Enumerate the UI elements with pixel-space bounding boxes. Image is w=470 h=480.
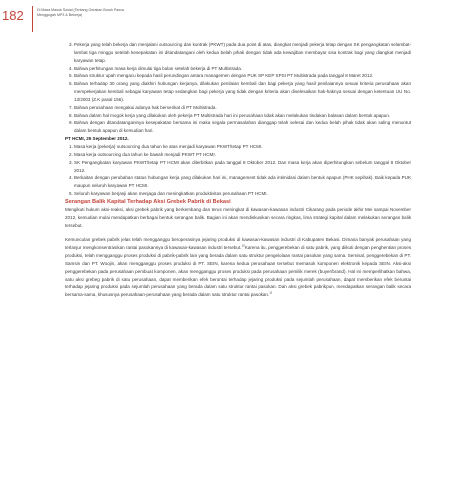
- hcmi-heading: PT HCMI, 25 September 2012.: [65, 136, 129, 142]
- list-item: 4. Bahwa perhitungan masa kerja dimulai tiga bulan setelah bekerja di PT Multistrada.: [74, 65, 411, 73]
- page-number: 182: [2, 8, 24, 23]
- paragraph-text: Karena itu, penggerebekan di satu pabrik, yang diikuti dengan penghentian proses produksi, telah mengganggu proses produksi di pabrik-pabrik lain yang berada dalam satu struktur pengelolaan rantai pasokan yang sama. Semisal, penggerebekan di PT. Samsin dan PT. Woojin, akan mengganggu proses produksi di PT. SEIN, karena kedua perusahaan tersebut memasok komponen elektronik kepada SEIN. Aksi-aksi penggerebekan pada perusahaan pembuat komponen, akan mengganggu proses produksi pada perusahaan pemilik merek (buyer/brand). Hal ini memperlihatkan bahwa, satu aksi grebeg pabrik di satu perusahaan, dapat memberikan efek beruntai terhadap jejaring produksi pada sejumlah perusahaan, dapat memberikan efek beruntai terhadap jejaring produksi pada sejumlah perusahaan yang berada dalam satu struktur rantai pasokan. Dan aksi grebek pabrikpun, mendapatkan serangan balik secara bersama-sama, khususnya perusahaan-perusahaan yang berada dalam satu struktur rantai pasokan.: [65, 245, 411, 298]
- running-title-line2: Menggugah MP3 & Bekerja): [37, 13, 83, 17]
- list-item: 9. Bahwa dengan ditandatanganinya kesepakatan bersama ini maka segala permasalahan dianggap telah selesai dan kedua belah pihak tidak akan saling menuntut dalam bentuk apapun di kemudian hari.: [74, 119, 411, 135]
- paragraph-text: Kemunculan grebek pabrik jelas telah mengganggu beroperasinya jejaring produksi di kawasan-kawasan industri di Kabupaten Bekasi. Dimana banyak perusahaan yang terlanjur mengkonsentrasikan rantai pasokannya di kawasan-kawasan industri tersebut.: [65, 237, 411, 251]
- paragraph: Mengikuti hukum aksi-reaksi, aksi grebek pabrik yang berkembang dan terus meningkat di kawasan-kawasan industri Cikarang pada periode akhir Mei sampai November 2012, kemudian mulai mendapatkan berbagai bentuk serangan balik. Bagian ini akan mendiskusikan secara ringkas, lima strategi kapital dalam melakukan serangan balik tersebut.: [65, 206, 411, 228]
- header-divider: [32, 6, 33, 32]
- list-item: 3. Pekerja yang telah bekerja dan menjalani outsourcing dan kontrak (PKWT) pada dua point di atas, diangkat menjadi pekerja tetap dengan SK pengangkatan selambat-lambat tiga minggu setelah kesepakatan ini ditandatangani oleh kedua belah pihak dengan tidak ada kewajiban membayar sisa kontrak bagi yang diangkat menjadi karyawan tetap.: [74, 41, 411, 65]
- list-item: 5. Seluruh karyawan berjanji akan menjaga dan meningkatkan produktivitas perusahaan PT HCMI.: [74, 190, 411, 198]
- page-body: [65, 41, 411, 306]
- running-title-line1: Di Masa Masuk Sosial (Tentang Gerakan Buruh Pasca: [37, 8, 124, 12]
- list-item: 2. Masa kerja outsourcing dua tahun ke bawah menjadi PKWT PT HCMI.: [74, 151, 411, 159]
- list-item: 1. Masa kerja (pekerja) outsourcing dua tahun ke atas menjadi karyawan PKWT/tetap PT HCMI.: [74, 143, 411, 151]
- list-item: 7. Bahwa perusahaan mengakui adanya hak berserikat di PT Multistrada.: [74, 104, 411, 112]
- paragraph: [65, 236, 411, 299]
- section-title: Serangan Balik Kapital Terhadap Aksi Grebek Pabrik di Bekasi: [65, 198, 231, 205]
- list-item: 4. Berkaitan dengan perubahan status hubungan kerja yang dilakukan hari ini, management tidak ada intimidasi dalam bentuk apapun (PHK sepihak). Baik kepada PUK maupun seluruh karyawan PT HCMI.: [74, 174, 411, 190]
- footnote-marker: 11: [269, 290, 273, 295]
- running-header: [37, 8, 147, 18]
- list-item: 6. Bahwa terhadap 30 orang yang diakhiri hubungan kerjanya, dilakukan penilaian kembali dan bagi pekerja yang hasil penilaiannya sesuai kriteria perusahaan akan mempekerjakan kembali sebagai karyawan tetap sedangkan bagi pekerja yang tidak dengan kriteria akan diselesaikan hak-haknya sesuai dengan ketentuan UU No. 13/2003 (Z.K pasal 156).: [74, 80, 411, 104]
- agreement-list-multistrada: [65, 41, 411, 135]
- list-item: 3. SK Pengangkatan karyawan PKWT/tetap PT HCMI akan diterbitkan pada tanggal 8 Oktober 2012. Dan masa kerja akan diperhitungkan sebelum tanggal 8 Oktober 2012.: [74, 159, 411, 175]
- agreement-list-hcmi: [65, 143, 411, 198]
- list-item: 8. Bahwa dalam hal mogok kerja yang dilakukan oleh pekerja PT Multistrada hari ini perusahaan tidak akan melakukan tindakan balasan dalam bentuk apapun.: [74, 112, 411, 120]
- footnote-marker: 10: [241, 243, 245, 248]
- list-item: 5. Bahwa struktur upah mengacu kepada hasil perundingan antara managemen dengan PUK SP KEP SPSI PT Multistrada pada tanggal 8 Maret 2012.: [74, 72, 411, 80]
